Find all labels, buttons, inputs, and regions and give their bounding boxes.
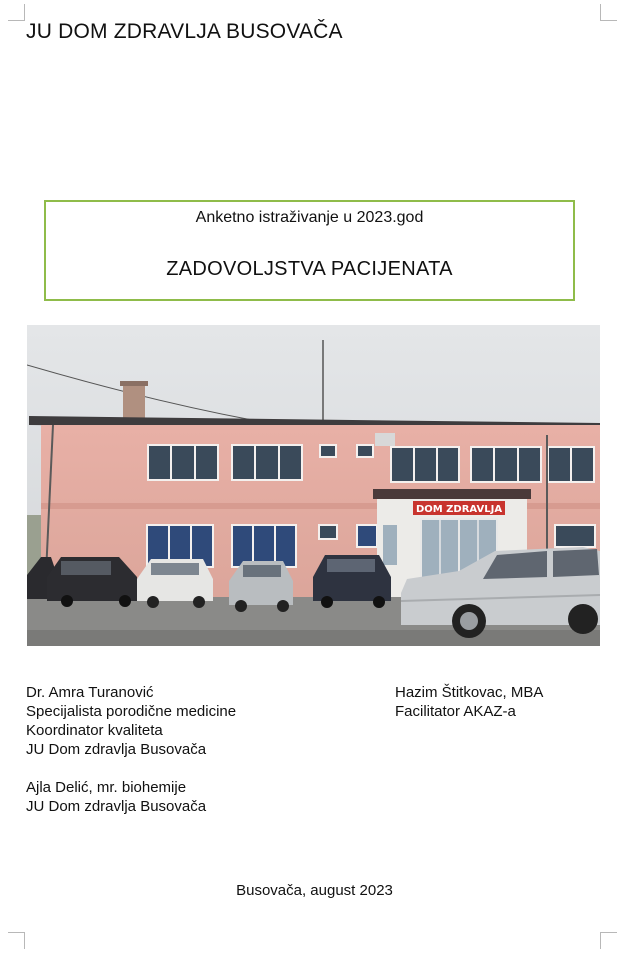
- primary-author-block: [26, 683, 236, 759]
- primary-author-institution: JU Dom zdravlja Busovača: [26, 741, 207, 758]
- secondary-author-name: Ajla Delić, mr. biohemije: [26, 779, 187, 796]
- place-and-date: Busovača, august 2023: [236, 882, 393, 899]
- primary-author-name: Dr. Amra Turanović: [26, 684, 154, 701]
- facilitator-block: [395, 683, 543, 721]
- secondary-author-institution: JU Dom zdravlja Busovača: [26, 798, 207, 815]
- building-photo: [27, 325, 600, 646]
- survey-subtitle: Anketno istraživanje u 2023.god: [195, 209, 424, 226]
- corner-mark-top-left: [8, 4, 25, 21]
- title-box: [44, 200, 575, 301]
- facilitator-role: Facilitator AKAZ-a: [395, 703, 516, 720]
- primary-author-role: Koordinator kvaliteta: [26, 722, 163, 739]
- secondary-author-block: [26, 778, 206, 816]
- corner-mark-top-right: [600, 4, 617, 21]
- primary-author-specialty: Specijalista porodične medicine: [26, 703, 237, 720]
- facilitator-name: Hazim Štitkovac, MBA: [395, 684, 544, 701]
- survey-heading: ZADOVOLJSTVA PACIJENATA: [166, 258, 453, 280]
- entrance-sign-text: DOM ZDRAVLJA: [415, 504, 503, 515]
- corner-mark-bottom-left: [8, 932, 25, 949]
- corner-mark-bottom-right: [600, 932, 617, 949]
- organization-title: JU DOM ZDRAVLJA BUSOVAČA: [26, 20, 343, 43]
